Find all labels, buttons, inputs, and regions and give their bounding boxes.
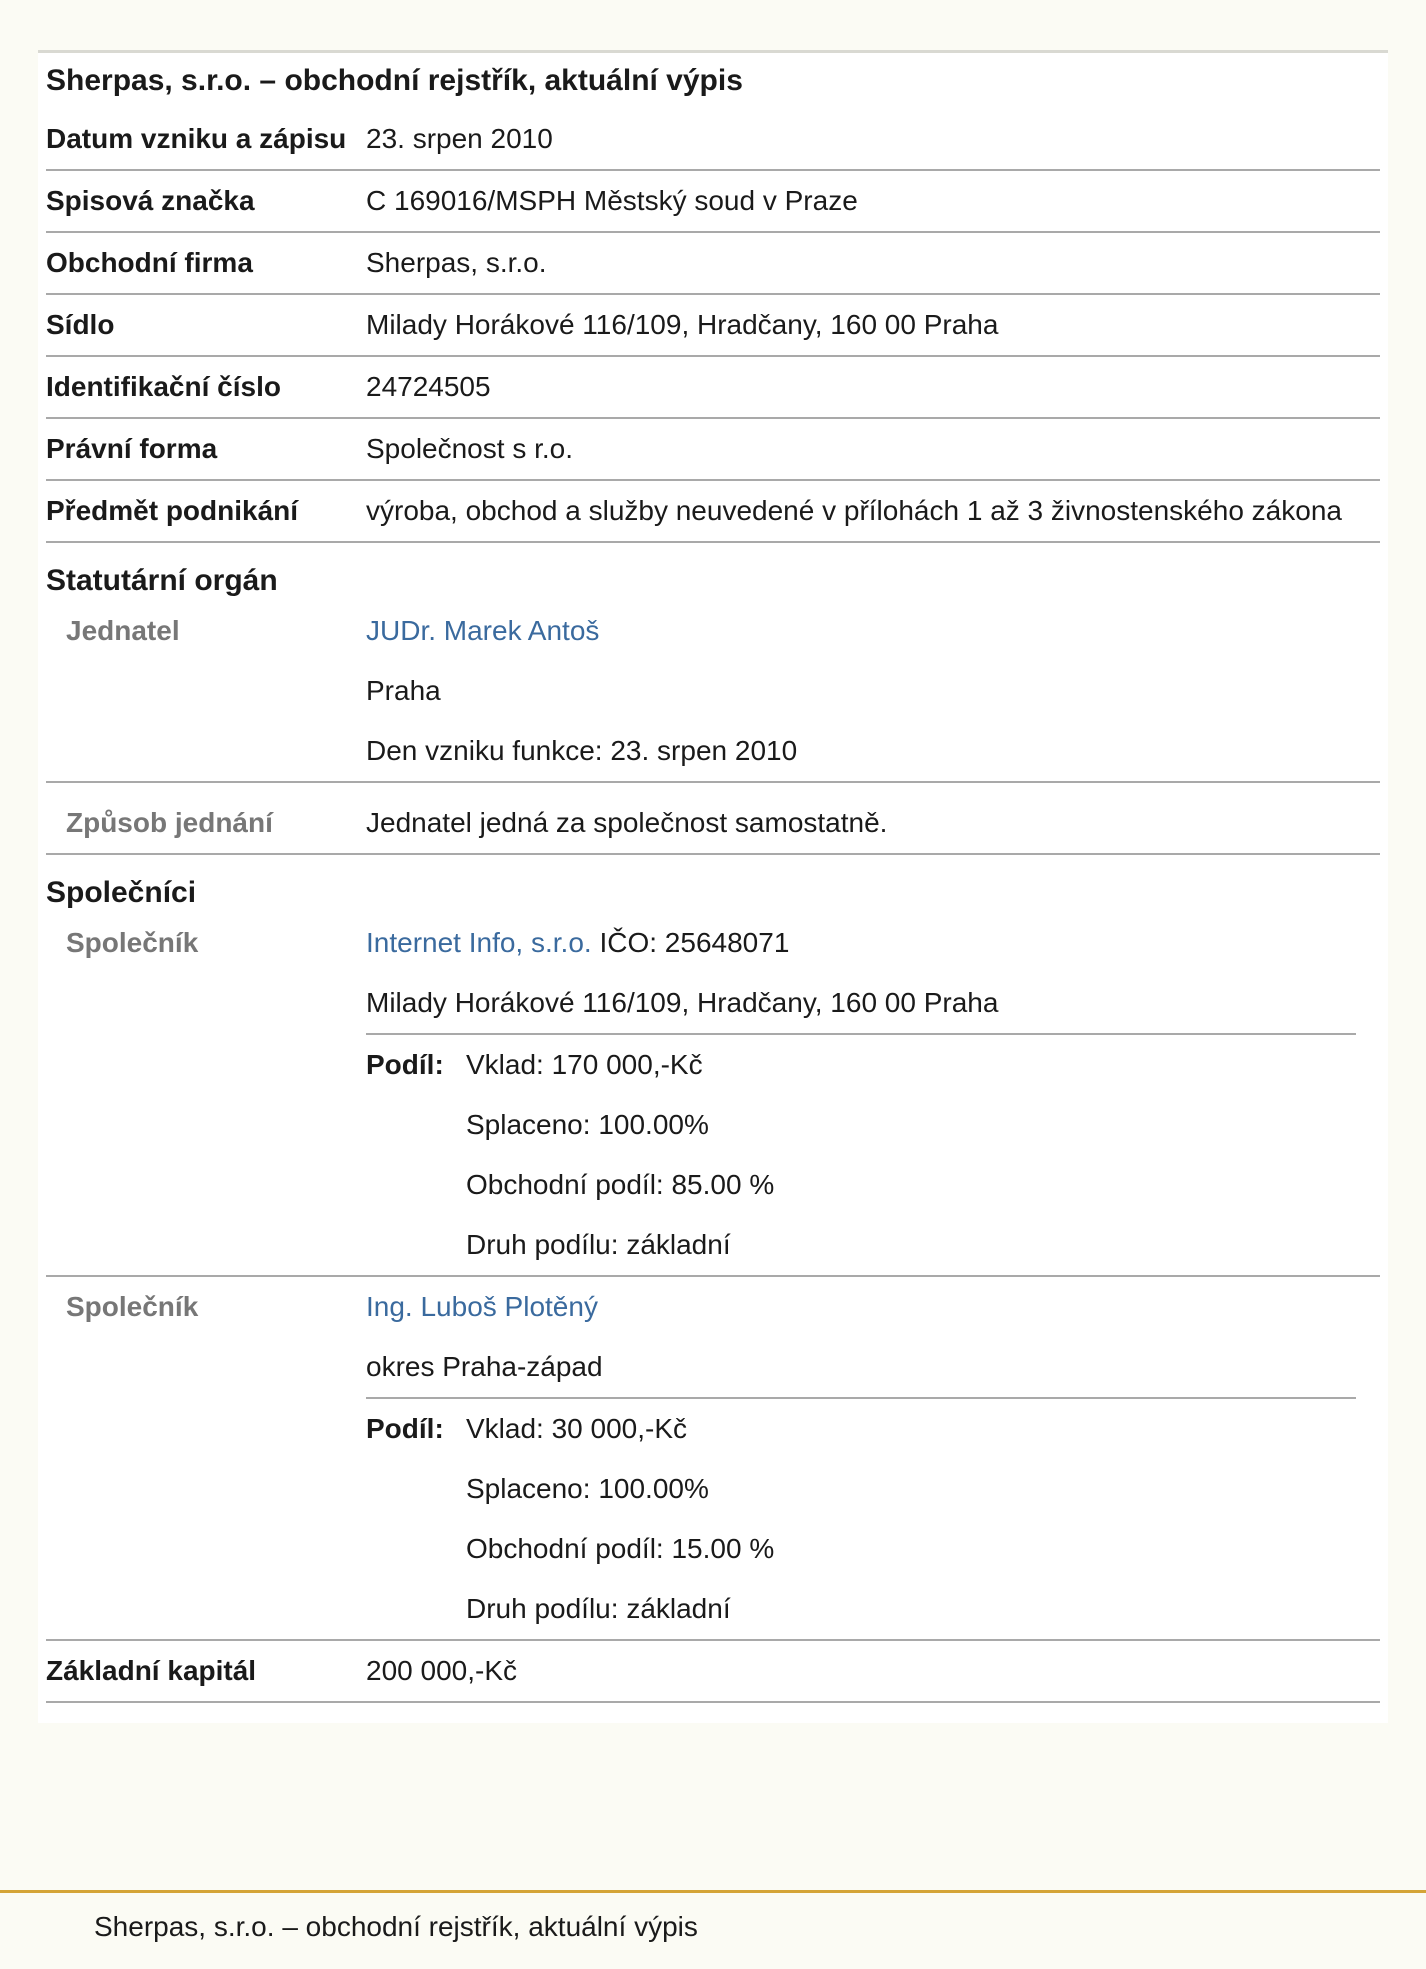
page-title: Sherpas, s.r.o. – obchodní rejstřík, aktuální výpis <box>46 64 743 97</box>
label-jednatel: Jednatel <box>66 615 180 646</box>
jednatel-since: Den vzniku funkce: 23. srpen 2010 <box>366 735 798 766</box>
jednatel-place: Praha <box>366 675 441 706</box>
spolecnik-2-address: okres Praha-západ <box>366 1351 603 1382</box>
label-spolecnik-2: Společník <box>66 1291 199 1322</box>
value-datum-vzniku: 23. srpen 2010 <box>366 123 553 154</box>
spolecnik-1-vklad: Vklad: 170 000,-Kč <box>466 1049 703 1080</box>
value-pravni-forma: Společnost s r.o. <box>366 433 574 464</box>
footer <box>0 1890 1426 1969</box>
label-predmet-podnikani: Předmět podnikání <box>46 495 299 526</box>
row-obchodni-firma <box>46 233 1380 295</box>
spolecnik-1-podil-label: Podíl: <box>366 1049 444 1080</box>
value-zakladni-kapital: 200 000,-Kč <box>366 1655 517 1686</box>
row-predmet-podnikani <box>46 481 1380 543</box>
link-spolecnik-1-name[interactable]: Internet Info, s.r.o. <box>366 927 592 958</box>
label-ico: Identifikační číslo <box>46 371 281 402</box>
spolecnik-1-podil <box>366 1033 1356 1275</box>
spolecnik-1-splaceno: Splaceno: 100.00% <box>466 1109 709 1140</box>
link-jednatel-name[interactable]: JUDr. Marek Antoš <box>366 615 600 646</box>
row-spisova-znacka <box>46 171 1380 233</box>
label-sidlo: Sídlo <box>46 309 115 340</box>
row-pravni-forma <box>46 419 1380 481</box>
label-datum-vzniku: Datum vzniku a zápisu <box>46 123 347 154</box>
label-spisova-znacka: Spisová značka <box>46 185 255 216</box>
spolecnik-2-druh-podilu: Druh podílu: základní <box>466 1593 731 1624</box>
value-spolecnik-1 <box>366 913 1386 1275</box>
footer-title: Sherpas, s.r.o. – obchodní rejstřík, aktuální výpis <box>94 1911 698 1942</box>
row-datum-vzniku <box>46 109 1380 171</box>
value-spisova-znacka: C 169016/MSPH Městský soud v Praze <box>366 185 858 216</box>
value-sidlo: Milady Horákové 116/109, Hradčany, 160 00 Praha <box>366 309 999 340</box>
row-spolecnik-2 <box>46 1277 1380 1641</box>
row-spolecnik-1 <box>46 913 1380 1277</box>
label-spolecnik-1: Společník <box>66 927 199 958</box>
row-jednatel <box>46 601 1380 783</box>
section-statutarni-organ: Statutární orgán <box>46 564 278 597</box>
label-obchodni-firma: Obchodní firma <box>46 247 253 278</box>
label-zpusob-jednani: Způsob jednání <box>66 807 273 838</box>
row-zakladni-kapital <box>46 1641 1380 1703</box>
label-zakladni-kapital: Základní kapitál <box>46 1655 257 1686</box>
spolecnik-1-ico: IČO: 25648071 <box>599 927 790 958</box>
value-jednatel <box>366 601 1380 781</box>
link-spolecnik-2-name[interactable]: Ing. Luboš Plotěný <box>366 1291 598 1322</box>
row-zpusob-jednani <box>46 793 1380 855</box>
spolecnik-2-podil-label: Podíl: <box>366 1413 444 1444</box>
spolecnik-1-address: Milady Horákové 116/109, Hradčany, 160 00 Praha <box>366 987 999 1018</box>
spolecnik-2-splaceno: Splaceno: 100.00% <box>466 1473 709 1504</box>
value-spolecnik-2 <box>366 1277 1386 1639</box>
row-sidlo <box>46 295 1380 357</box>
value-zpusob-jednani: Jednatel jedná za společnost samostatně. <box>366 807 888 838</box>
value-predmet-podnikani: výroba, obchod a služby neuvedené v přílohách 1 až 3 živnostenského zákona <box>366 495 1342 526</box>
spolecnik-1-druh-podilu: Druh podílu: základní <box>466 1229 731 1260</box>
spolecnik-2-vklad: Vklad: 30 000,-Kč <box>466 1413 688 1444</box>
spolecnik-1-obchodni-podil: Obchodní podíl: 85.00 % <box>466 1169 775 1200</box>
section-spolecnici: Společníci <box>46 876 197 909</box>
spolecnik-2-obchodni-podil: Obchodní podíl: 15.00 % <box>466 1533 775 1564</box>
label-pravni-forma: Právní forma <box>46 433 218 464</box>
spolecnik-2-podil <box>366 1397 1356 1639</box>
value-obchodni-firma: Sherpas, s.r.o. <box>366 247 547 278</box>
register-card <box>38 50 1388 1723</box>
value-ico: 24724505 <box>366 371 491 402</box>
row-ico <box>46 357 1380 419</box>
